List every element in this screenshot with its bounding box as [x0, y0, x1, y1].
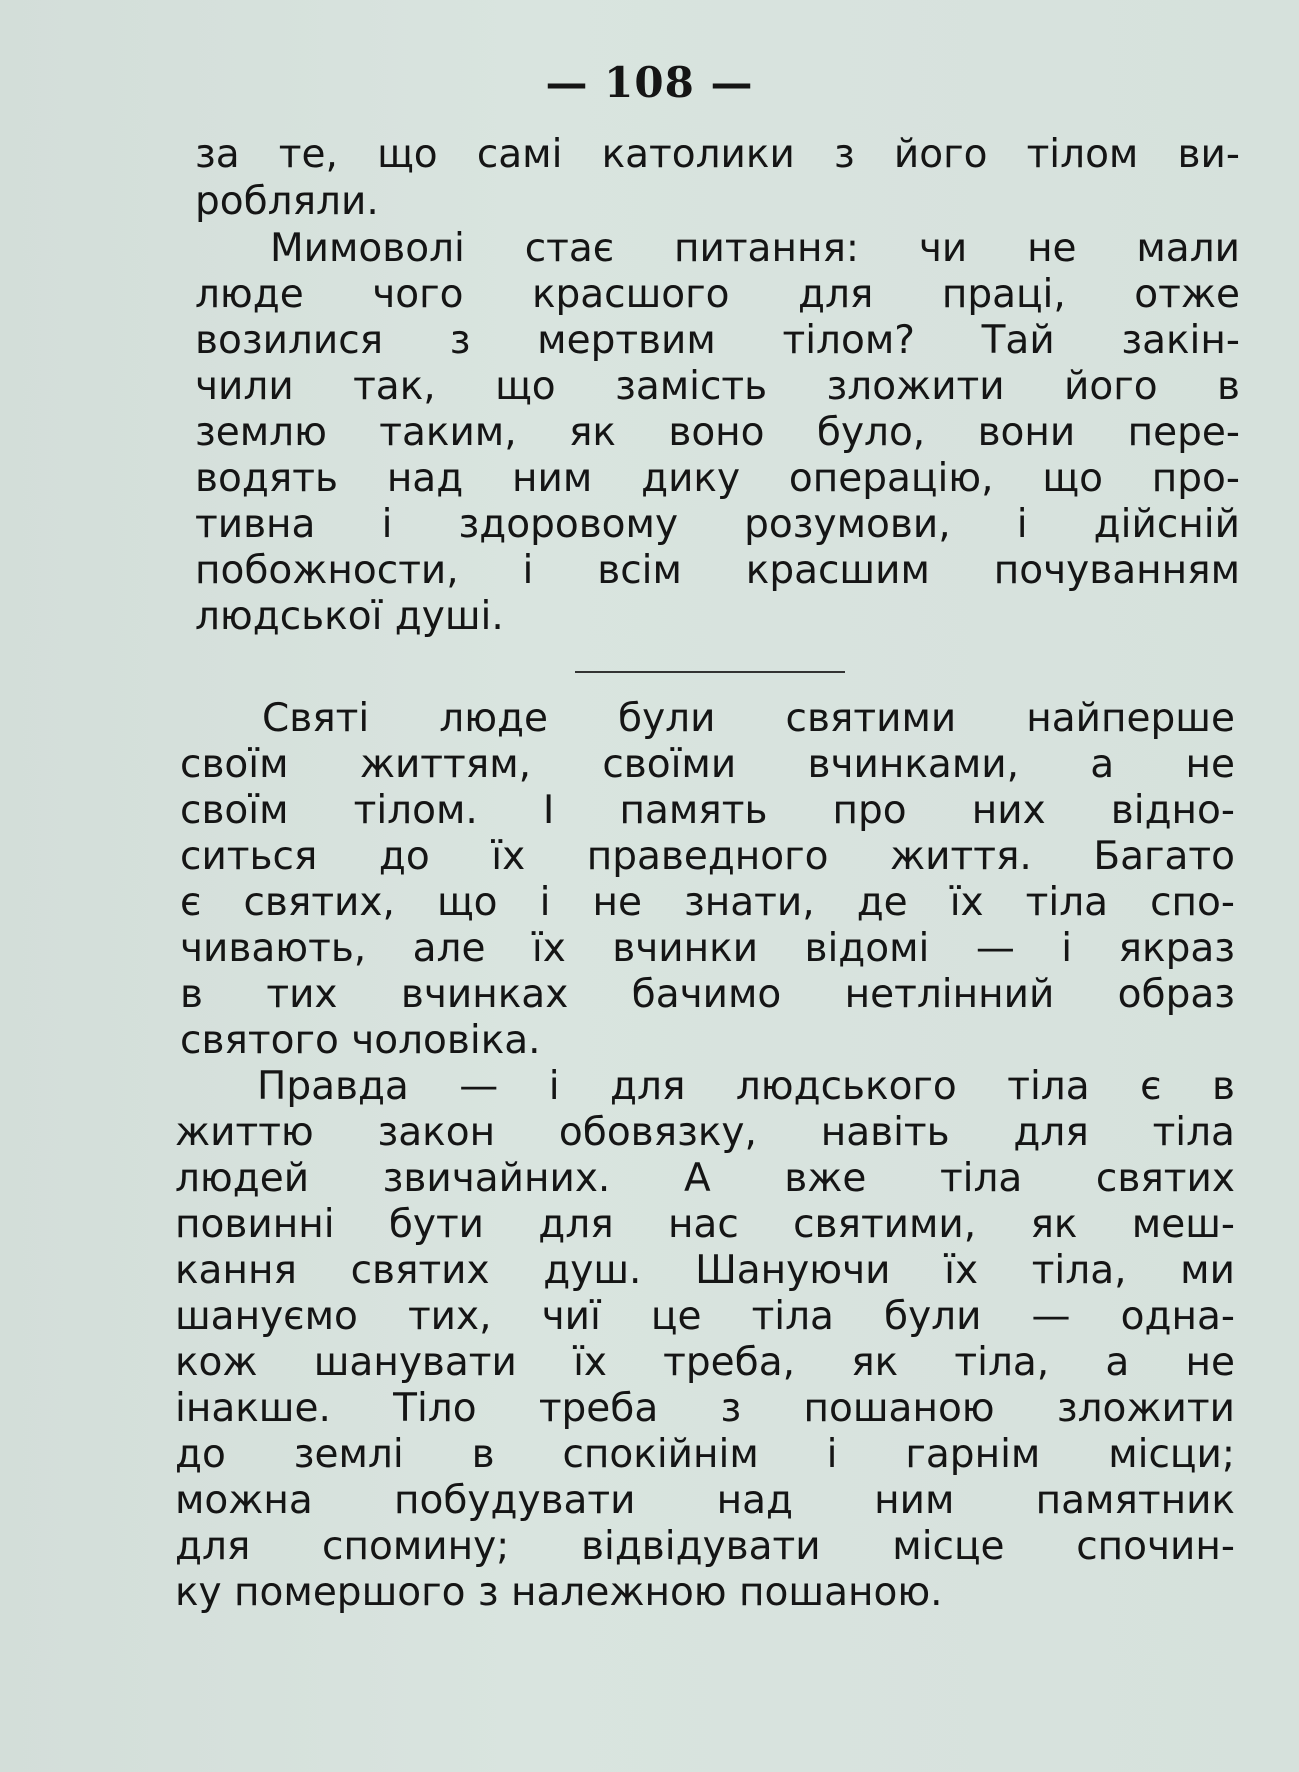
section-divider — [575, 671, 845, 673]
text-line: чили так, що замість зложити його в — [195, 364, 1240, 409]
text-line: робляли. — [195, 179, 379, 224]
text-line: повинні бути для нас святими, як меш- — [175, 1202, 1235, 1247]
text-line: святого чоловіка. — [180, 1018, 541, 1063]
text-line: чивають, але їх вчинки відомі — і якраз — [180, 926, 1235, 971]
text-line: землю таким, як воно було, вони пере- — [195, 410, 1240, 455]
text-line: інакше. Тіло треба з пошаною зложити — [175, 1386, 1235, 1431]
text-line: за те, що самі католики з його тілом ви- — [195, 132, 1240, 177]
text-line: ку помершого з належною пошаною. — [175, 1570, 943, 1615]
text-line: можна побудувати над ним памятник — [175, 1478, 1235, 1523]
text-line: в тих вчинках бачимо нетлінний образ — [180, 972, 1235, 1017]
text-line: ситься до їх праведного життя. Багато — [180, 834, 1235, 879]
text-line: для спомину; відвідувати місце спочин- — [175, 1524, 1235, 1569]
text-line: возилися з мертвим тілом? Тай закін- — [195, 318, 1240, 363]
text-line: життю закон обовязку, навіть для тіла — [175, 1110, 1235, 1155]
text-line: шануємо тих, чиї це тіла були — одна- — [175, 1294, 1235, 1339]
text-line: своїм життям, своїми вчинками, а не — [180, 742, 1235, 787]
text-line: кож шанувати їх треба, як тіла, а не — [175, 1340, 1235, 1385]
text-line: Мимоволі стає питання: чи не мали — [270, 226, 1240, 271]
text-line: до землі в спокійнім і гарнім місци; — [175, 1432, 1235, 1477]
text-line: є святих, що і не знати, де їх тіла спо- — [180, 880, 1235, 925]
text-line: Правда — і для людського тіла є в — [257, 1064, 1235, 1109]
text-line: своїм тілом. І память про них відно- — [180, 788, 1235, 833]
text-line: побожности, і всім красшим почуванням — [195, 548, 1240, 593]
text-line: водять над ним дику операцію, що про- — [195, 456, 1240, 501]
text-line: кання святих душ. Шануючи їх тіла, ми — [175, 1248, 1235, 1293]
text-line: людей звичайних. А вже тіла святих — [175, 1156, 1235, 1201]
page-number: — 108 — — [545, 58, 754, 107]
text-line: люде чого красшого для праці, отже — [195, 272, 1240, 317]
text-line: Святі люде були святими найперше — [262, 696, 1235, 741]
text-line: тивна і здоровому розумови, і дійсній — [195, 502, 1240, 547]
text-line: людської душі. — [195, 594, 504, 639]
